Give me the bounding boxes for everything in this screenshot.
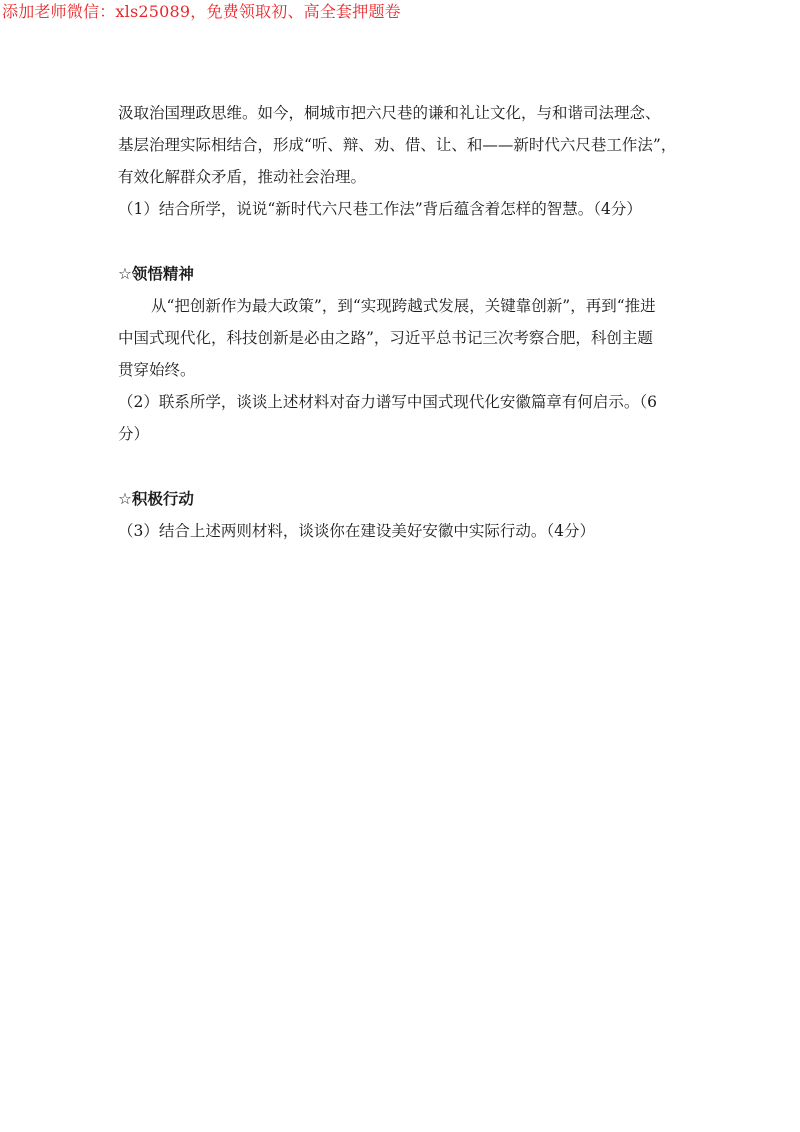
section-2-material (118, 290, 690, 450)
star-icon: ☆ (118, 490, 132, 508)
section-2-heading (118, 258, 690, 290)
section-1-material (118, 97, 690, 225)
material-line: 贯穿始终。 (118, 361, 196, 379)
section-3-title: 积极行动 (131, 490, 194, 508)
section-3-material (118, 515, 690, 547)
material-line: 有效化解群众矛盾，推动社会治理。 (118, 168, 367, 186)
question-2-continued: 分） (118, 425, 150, 443)
material-line: 从“把创新作为最大政策”，到“实现跨越式发展，关键靠创新”，再到“推进 (151, 297, 656, 315)
material-line: 基层治理实际相结合，形成“听、辩、劝、借、让、和——新时代六尺巷工作法”， (118, 136, 677, 154)
material-line: 汲取治国理政思维。如今，桐城市把六尺巷的谦和礼让文化，与和谐司法理念、 (118, 104, 661, 122)
question-3: （3）结合上述两则材料，谈谈你在建设美好安徽中实际行动。（4分） (118, 522, 595, 540)
material-line: 中国式现代化，科技创新是必由之路”，习近平总书记三次考察合肥，科创主题 (118, 329, 653, 347)
star-icon: ☆ (118, 265, 132, 283)
section-2-title: 领悟精神 (131, 265, 194, 283)
section-3-heading (118, 483, 690, 515)
question-2: （2）联系所学，谈谈上述材料对奋力谱写中国式现代化安徽篇章有何启示。（6 (118, 393, 657, 411)
document-page (118, 97, 690, 547)
question-1: （1）结合所学，说说“新时代六尺巷工作法”背后蕴含着怎样的智慧。（4分） (118, 200, 642, 218)
watermark-text: 添加老师微信：xls25089，免费领取初、高全套押题卷 (2, 2, 401, 21)
